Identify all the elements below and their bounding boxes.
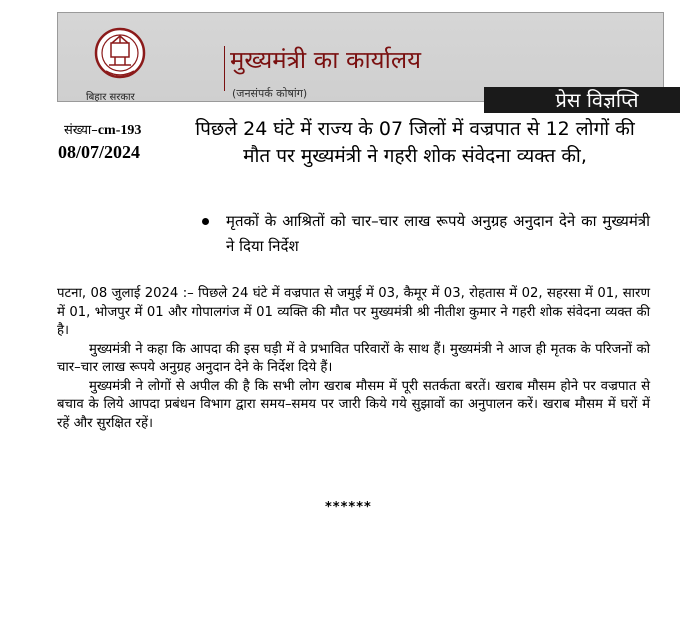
press-release-band: प्रेस विज्ञप्ति	[484, 87, 680, 113]
office-subtitle: (जनसंपर्क कोषांग)	[232, 87, 308, 100]
org-label: बिहार सरकार	[86, 92, 135, 103]
bullet-text: मृतकों के आश्रितों को चार–चार लाख रूपये अनुग्रह अनुदान देने का मुख्यमंत्री ने दिया निर्देश	[226, 212, 650, 255]
paragraph-3: मुख्यमंत्री ने लोगों से अपील की है कि सभी लोग खराब मौसम में पूरी सतर्कता बरतें। खराब मौसम होने पर वज्रपात से बचाव के लिये आपदा प्रबंधन विभाग द्वारा समय–समय पर जारी किये गये सुझावों का अनुपालन करें। खराब मौसम में घरों में रहें और सुरक्षित रहें।	[57, 378, 650, 431]
office-title: मुख्यमंत्री का कार्यालय	[230, 46, 422, 74]
headline: पिछले 24 घंटे में राज्य के 07 जिलों में वज्रपात से 12 लोगों की मौत पर मुख्यमंत्री ने गहरी शोक संवेदना व्यक्त की,	[195, 118, 635, 167]
letterhead-header	[57, 12, 664, 112]
bihar-government-emblem-icon	[94, 27, 146, 85]
reference-prefix: संख्या–	[64, 123, 98, 138]
release-date: 08/07/2024	[58, 142, 141, 162]
end-mark: ******	[325, 500, 372, 515]
body-text	[57, 285, 650, 433]
reference-code: cm-193	[97, 123, 142, 138]
divider	[224, 46, 225, 91]
paragraph-2: मुख्यमंत्री ने कहा कि आपदा की इस घड़ी में वे प्रभावित परिवारों के साथ हैं। मुख्यमंत्री ने आज ही मृतक के परिजनों को चार–चार लाख रूपये अनुग्रह अनुदान देने के निर्देश दिये हैं।	[57, 341, 650, 375]
paragraph-1: पटना, 08 जुलाई 2024 :– पिछले 24 घंटे में वज्रपात से जमुई में 03, कैमूर में 03, रोहतास में 02, सहरसा में 01, सारण में 01, भोजपुर में 01 और गोपालगंज में 01 व्यक्ति की मौत पर मुख्यमंत्री श्री नीतीश कुमार ने गहरी शोक संवेदना व्यक्त की है।	[57, 286, 650, 338]
reference-number	[64, 120, 141, 139]
bullet-point-icon	[202, 218, 209, 225]
